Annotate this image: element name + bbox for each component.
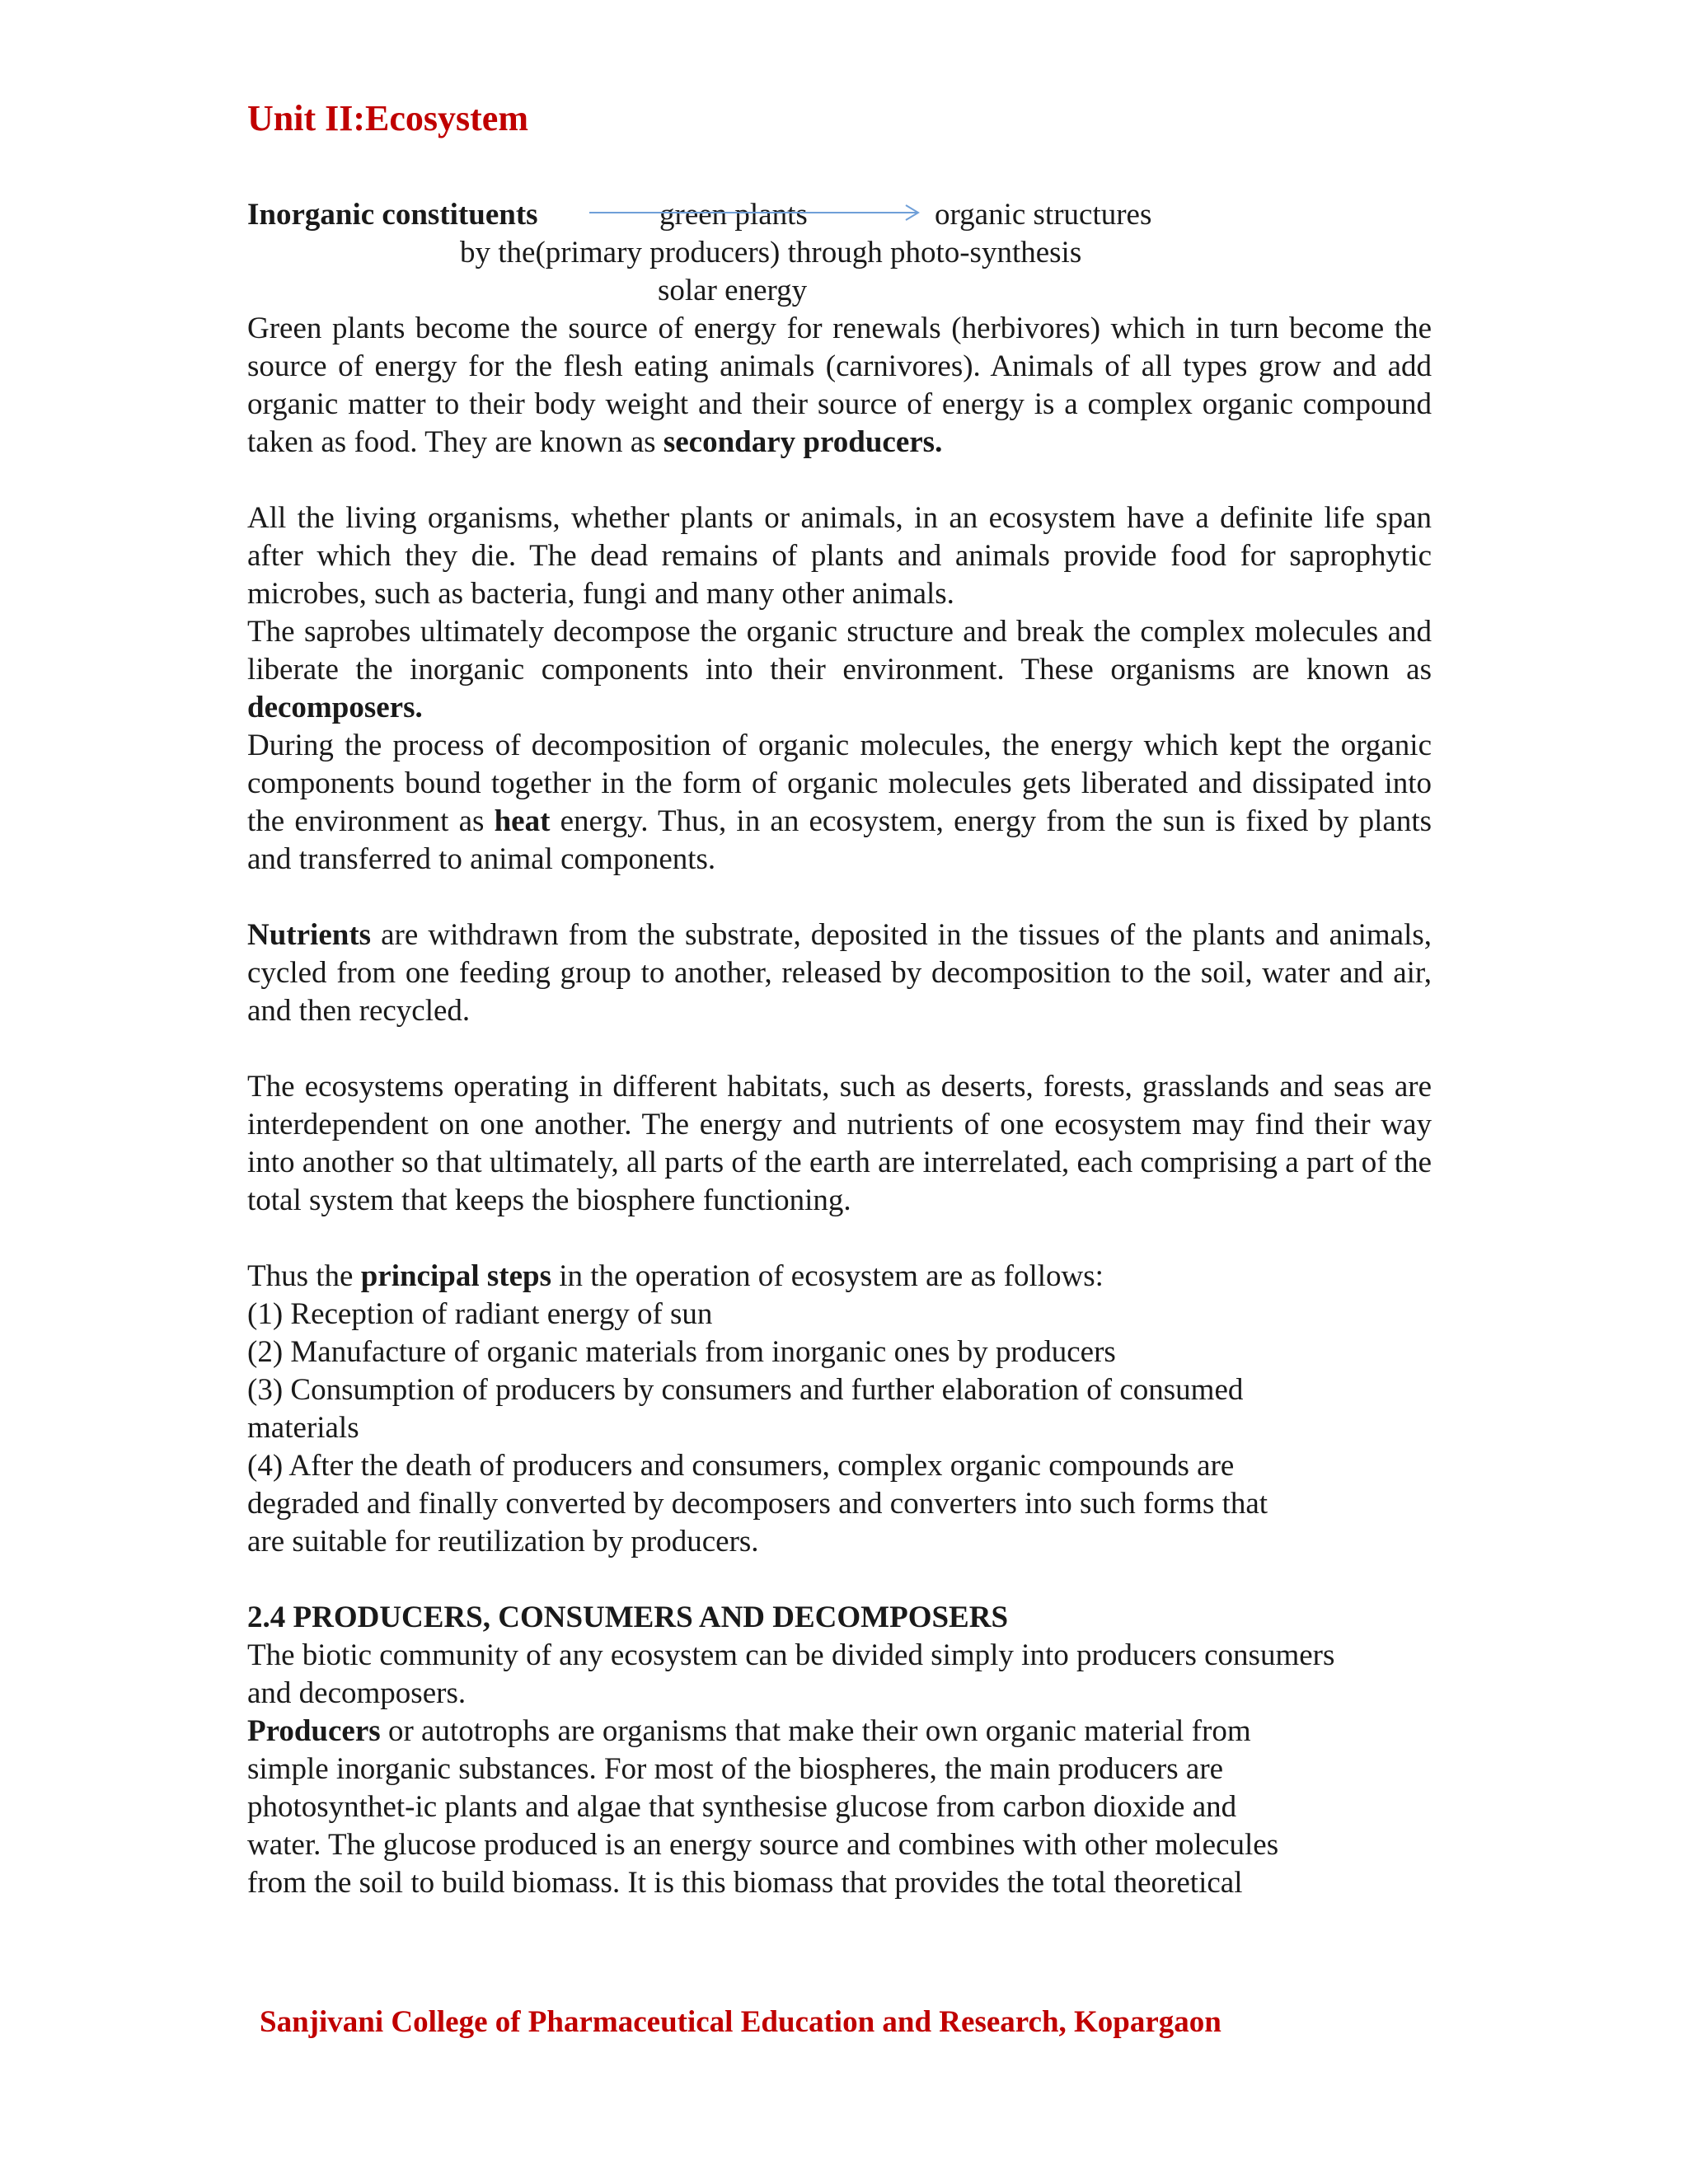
paragraph-nutrients: Nutrients are withdrawn from the substrate, deposited in the tissues of the plants and animals, cycled from one feeding group to another, released by decomposition to the soil, water and air, and then recycled.: [247, 918, 1432, 1028]
page-footer: Sanjivani College of Pharmaceutical Education and Research, Kopargaon: [260, 2005, 1221, 2039]
step-line: are suitable for reutilization by producers.: [247, 1525, 759, 1558]
steps-intro: Thus the principal steps in the operation of ecosystem are as follows:: [247, 1259, 1104, 1293]
flow-middle-label: green plants: [659, 198, 808, 232]
producers-line: from the soil to build biomass. It is this biomass that provides the total theoretical: [247, 1866, 1243, 1900]
principal-steps-list: [247, 1258, 1432, 1561]
section-intro-line: and decomposers.: [247, 1676, 467, 1710]
section-producers-consumers: [247, 1599, 1432, 1902]
section-heading: 2.4 PRODUCERS, CONSUMERS AND DECOMPOSERS: [247, 1601, 1009, 1634]
flow-line-2: by the(primary producers) through photo-synthesis: [460, 236, 1082, 269]
step-line: (3) Consumption of producers by consumers and further elaboration of consumed: [247, 1373, 1244, 1407]
step-line: (1) Reception of radiant energy of sun: [247, 1297, 713, 1331]
producers-line: water. The glucose produced is an energy source and combines with other molecules: [247, 1828, 1279, 1862]
paragraph-decomposition: During the process of decomposition of organic molecules, the energy which kept the organic components bound together in the form of organic molecules gets liberated and dissipated into the environment as heat energy. Thus, in an ecosystem, energy from the sun is fixed by plants and transferred to animal components.: [247, 729, 1432, 876]
flow-left-label: Inorganic constituents: [247, 198, 538, 232]
step-line: materials: [247, 1411, 359, 1445]
paragraph-energy-source: Green plants become the source of energy for renewals (herbivores) which in turn become the source of energy for the flesh eating animals (carnivores). Animals of all types grow and add organic matter to their body weight and their source of energy is a complex organic compound taken as food. They are known as secondary producers.: [247, 312, 1432, 459]
flow-arrow-icon: [588, 203, 926, 223]
flow-line-3: solar energy: [658, 274, 808, 307]
producers-line: photosynthet-ic plants and algae that synthesise glucose from carbon dioxide and: [247, 1790, 1237, 1824]
producers-line: simple inorganic substances. For most of the biospheres, the main producers are: [247, 1752, 1224, 1786]
section-intro-line: The biotic community of any ecosystem can be divided simply into producers consumers: [247, 1638, 1335, 1672]
step-line: (2) Manufacture of organic materials from inorganic ones by producers: [247, 1335, 1116, 1369]
paragraph-ecosystems: The ecosystems operating in different habitats, such as deserts, forests, grasslands and seas are interdependent on one another. The energy and nutrients of one ecosystem may find their way into another so that ultimately, all parts of the earth are interrelated, each comprising a part of the total system that keeps the biosphere functioning.: [247, 1070, 1432, 1217]
step-line: (4) After the death of producers and consumers, complex organic compounds are: [247, 1449, 1235, 1483]
producers-first-line: Producers or autotrophs are organisms that make their own organic material from: [247, 1714, 1251, 1748]
step-line: degraded and finally converted by decomposers and converters into such forms that: [247, 1487, 1268, 1521]
flow-right-label: organic structures: [935, 198, 1152, 232]
unit-title: Unit II:Ecosystem: [247, 98, 528, 138]
paragraph-saprobes: The saprobes ultimately decompose the organic structure and break the complex molecules and liberate the inorganic components into their environment. These organisms are known as decomposers.: [247, 615, 1432, 724]
paragraph-living-organisms: All the living organisms, whether plants or animals, in an ecosystem have a definite life span after which they die. The dead remains of plants and animals provide food for saprophytic microbes, such as bacteria, fungi and many other animals.: [247, 501, 1432, 611]
